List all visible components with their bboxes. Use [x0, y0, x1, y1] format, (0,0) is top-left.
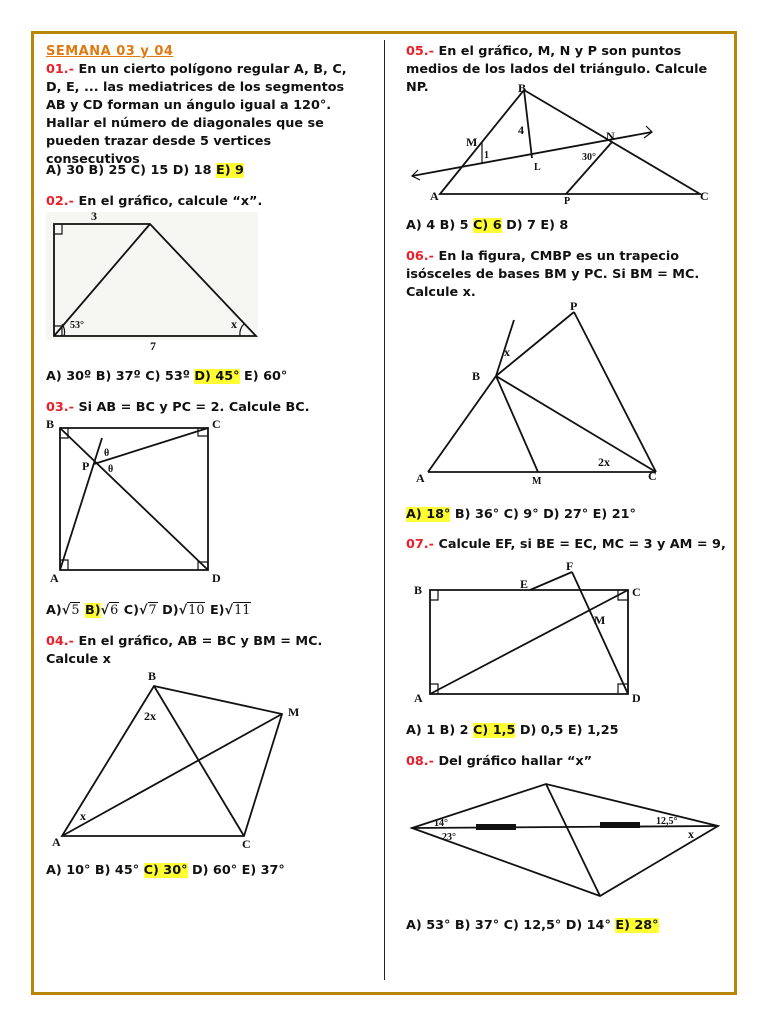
label-c: C [632, 585, 641, 599]
answer-options: A) 53° B) 37° C) 12,5° D) 14° [406, 918, 611, 933]
tick-mark [600, 822, 640, 828]
option-label: A) [46, 603, 62, 618]
label-a: A [414, 691, 423, 705]
problem-number: 03.- [46, 400, 74, 415]
label-a: A [416, 471, 425, 485]
problem-text: En la figura, CMBP es un trapecio isósceles de bases BM y PC. Si BM = MC. Calcule x. [406, 249, 700, 300]
label-a: A [52, 835, 61, 849]
label-a: A [50, 571, 59, 585]
answer-options: A) 10° B) 45° [46, 863, 140, 878]
answers-07 [406, 722, 619, 740]
figure-07 [412, 558, 662, 708]
correct-answer: E) 9 [215, 163, 244, 178]
quadrilateral-shape [412, 784, 718, 896]
label-23: 23° [442, 832, 456, 843]
problem-number: 05.- [406, 44, 434, 59]
problem-number: 01.- [46, 62, 74, 77]
correct-answer: C) 6 [473, 218, 502, 233]
answer-options: E) 60° [244, 369, 288, 384]
answers-08 [406, 917, 659, 935]
label-b: B [414, 583, 423, 597]
answers-04 [46, 862, 285, 880]
option-label: C) [123, 603, 139, 618]
label-x: x [504, 345, 510, 359]
label-d: D [632, 691, 641, 705]
radicand: 11 [234, 603, 251, 618]
label-top: 3 [91, 209, 97, 223]
side-ab [428, 376, 496, 472]
correct-answer: D) 45° [194, 369, 240, 384]
label-f: F [566, 559, 574, 573]
problem-text: Calcule EF, si BE = EC, MC = 3 y AM = 9, [438, 537, 726, 552]
label-2x: 2x [144, 709, 156, 723]
correct-answer: C) 1,5 [473, 723, 516, 738]
page-title: SEMANA 03 y 04 [46, 44, 174, 59]
answer-options: A) 30 B) 25 C) 15 D) 18 [46, 163, 212, 178]
label-bottom: 7 [150, 339, 156, 353]
answer-options: A) 30º B) 37º C) 53º [46, 369, 190, 384]
label-angle: 53° [70, 320, 84, 331]
problem-number: 08.- [406, 754, 434, 769]
label-theta: θ [108, 464, 114, 475]
problem-08 [406, 753, 726, 771]
hidden-line [440, 142, 612, 194]
problem-number: 06.- [406, 249, 434, 264]
altitude-bl [524, 90, 532, 158]
line-ap [60, 438, 102, 570]
label-b: B [46, 417, 55, 431]
label-b: B [148, 669, 157, 683]
radicand: 10 [188, 603, 205, 618]
problem-07 [406, 536, 736, 554]
label-theta: θ [104, 448, 110, 459]
label-x: x [231, 317, 237, 331]
correct-answer: A) 18° [406, 507, 451, 522]
option-label: D) [162, 603, 179, 618]
label-p: P [570, 299, 578, 313]
label-n: N [606, 129, 615, 143]
label-c: C [212, 417, 221, 431]
problem-04 [46, 633, 346, 669]
problem-number: 07.- [406, 537, 434, 552]
radicand: 6 [110, 603, 119, 618]
label-30: 30° [582, 152, 596, 163]
problem-text: En el gráfico, calcule “x”. [78, 194, 263, 209]
segment-np [566, 142, 612, 194]
figure-08 [412, 780, 722, 900]
label-a: A [430, 189, 439, 203]
label-m: M [594, 613, 606, 627]
label-14: 14° [434, 818, 448, 829]
label-c: C [242, 837, 251, 851]
problem-number: 04.- [46, 634, 74, 649]
label-m: M [466, 135, 478, 149]
correct-answer: C) 30° [143, 863, 188, 878]
label-x: x [80, 809, 86, 823]
problem-06 [406, 248, 706, 302]
correct-answer: E) 28° [615, 918, 659, 933]
radicand: 7 [148, 603, 157, 618]
label-p: P [82, 459, 90, 473]
figure-04 [50, 669, 310, 851]
problem-text: En el gráfico, AB = BC y BM = MC. Calcule x [46, 634, 323, 667]
label-4: 4 [518, 123, 524, 137]
label-b: B [472, 369, 481, 383]
answer-options: A) 1 B) 2 [406, 723, 469, 738]
figure-05 [412, 80, 722, 205]
left-column [46, 43, 376, 61]
segment-bm [496, 376, 538, 472]
label-e: E [520, 577, 529, 591]
segment-ef [530, 572, 572, 590]
label-1: 1 [484, 150, 489, 161]
answers-06 [406, 506, 636, 524]
answer-options: A) 4 B) 5 [406, 218, 469, 233]
label-x: x [688, 827, 694, 841]
figure-06 [412, 299, 672, 487]
line-pc [94, 428, 208, 464]
answers-01 [46, 162, 244, 180]
label-m: M [288, 705, 300, 719]
label-m: M [532, 476, 542, 487]
problem-number: 02.- [46, 194, 74, 209]
answers-03: A)√5 B)√6 C)√7 D)√10 E)√11 [46, 603, 251, 618]
answers-02 [46, 368, 287, 386]
label-12-5: 12,5° [656, 816, 678, 827]
problem-text: Si AB = BC y PC = 2. Calcule BC. [78, 400, 310, 415]
label-l: L [534, 162, 541, 173]
label-b: B [518, 81, 527, 95]
column-divider [384, 40, 385, 980]
problem-03 [46, 399, 366, 417]
diagonal-ac [430, 590, 628, 694]
quadrilateral-shape [62, 686, 282, 836]
tick-mark [476, 824, 516, 830]
problem-01 [46, 61, 366, 169]
answer-options: D) 0,5 E) 1,25 [519, 723, 619, 738]
label-2x: 2x [598, 455, 610, 469]
answer-options: B) 36° C) 9° D) 27° E) 21° [454, 507, 636, 522]
diagonal-bc [154, 686, 244, 836]
problem-text: En un cierto polígono regular A, B, C, D, E, ... las mediatrices de los segmentos AB y CD forman un ángulo igual a 120°. Hallar el número de diagonales que se pueden trazar desde 5 vertices consecutivos [46, 62, 347, 167]
answer-options: D) 60° E) 37° [191, 863, 285, 878]
figure-03 [46, 418, 226, 583]
right-angle-mark [430, 590, 438, 600]
label-c: C [648, 469, 657, 483]
figure-02 [46, 209, 258, 353]
problem-text: En el gráfico, M, N y P son puntos medios de los lados del triángulo. Calcule NP. [406, 44, 708, 95]
label-c: C [700, 189, 709, 203]
option-label: E) [209, 603, 225, 618]
label-d: D [212, 571, 221, 585]
triangle-shape [440, 90, 700, 194]
side-bp [496, 312, 574, 376]
problem-text: Del gráfico hallar “x” [438, 754, 593, 769]
radicand: 5 [71, 603, 80, 618]
answer-options: D) 7 E) 8 [506, 218, 569, 233]
answers-05 [406, 217, 568, 235]
correct-answer: B) [84, 603, 101, 618]
label-p: P [564, 196, 571, 207]
